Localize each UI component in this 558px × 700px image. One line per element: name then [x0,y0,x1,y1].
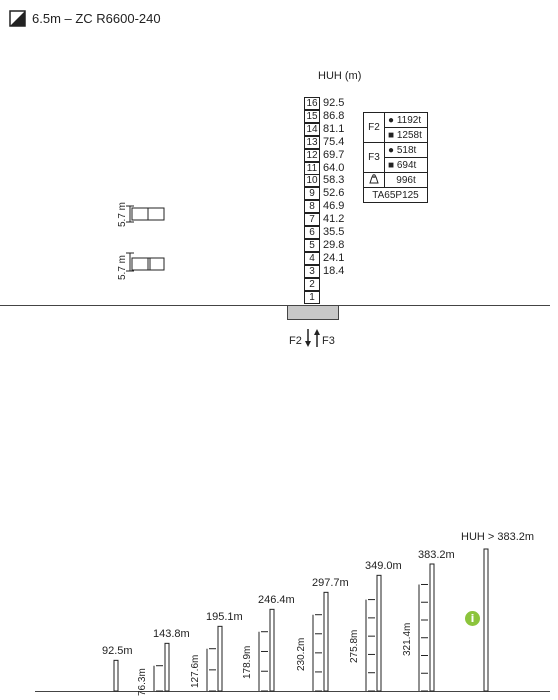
f2-label: F2 [364,113,385,143]
tie-height-label: 76.3m [137,668,148,697]
mast-bar [114,660,118,691]
load-table [363,112,428,203]
mast-comparison [0,520,558,695]
circle-bullet-icon: ● [388,114,395,126]
mast-segment: 8 [304,200,320,213]
huh-axis-label: HUH (m) [318,70,362,82]
mast-top-label: 92.5m [102,645,133,658]
mast-segment: 15 [304,110,320,123]
mast-bar [270,609,274,691]
mast-segment: 12 [304,149,320,162]
f3-value-b: 694t [396,159,417,171]
mast-top-label: 349.0m [365,560,402,573]
mast-segment: 3 [304,265,320,278]
mast-segment: 10 [304,174,320,187]
tie-height-label: 230.2m [296,637,307,671]
mast-segment: 6 [304,226,320,239]
segment-height-label: 41.2 [323,213,345,226]
segment-height-label: 58.3 [323,174,345,187]
f3-label: F3 [364,143,385,173]
square-bullet-icon: ■ [388,129,395,141]
force-f3-label: F3 [322,335,335,347]
mast-top-label: 246.4m [258,594,295,607]
f2-value-a: 1192t [396,114,422,126]
mast-segment: 11 [304,162,320,175]
force-f2-label: F2 [289,335,302,347]
mast-top-label: 143.8m [153,628,190,641]
segment-height-label: 86.8 [323,109,345,122]
segment-height-label: 64.0 [323,161,345,174]
mast-segment: 2 [304,278,320,291]
mast-segment: 1 [304,291,320,304]
mast-bar [165,643,169,691]
segment-height-label: 46.9 [323,200,345,213]
ground-line [0,305,550,306]
mast-segment: 16 [304,97,320,110]
mast-top-label: 297.7m [312,577,349,590]
mast-segment: 13 [304,136,320,149]
tie-height-label: 275.8m [349,629,360,664]
info-icon[interactable]: i [465,611,480,626]
circle-bullet-icon: ● [388,144,395,156]
mast-bar [324,592,328,691]
f2-value-b: 1258t [396,129,422,141]
tie-spacing-label-1: 5.7 m [117,201,128,227]
mast-bar [218,626,222,691]
mast-segment: 14 [304,123,320,136]
square-bullet-icon: ■ [388,159,395,171]
f3-value-a: 518t [396,144,417,156]
segment-height-label: 92.5 [323,97,345,109]
mast-segment: 9 [304,187,320,200]
mast-top-label: 383.2m [418,549,455,561]
segment-height-label: 29.8 [323,238,345,251]
mast-bar [430,564,434,691]
anchor-type: TA65P125 [364,188,428,203]
crane-config-icon [9,10,26,27]
tie-height-label: 127.6m [190,654,201,688]
max-height-label: HUH > 383.2m [461,531,535,543]
anchor-weight-icon [369,174,379,184]
segment-height-label: 81.1 [323,122,345,135]
mast-bar [377,575,381,691]
tie-height-label: 178.9m [242,645,253,680]
segment-height-label: 18.4 [323,264,345,277]
mast-segment: 7 [304,213,320,226]
mast-top-label: 195.1m [206,611,243,624]
mast-segment: 5 [304,239,320,252]
segment-height-label: 69.7 [323,148,345,161]
mast-segment: 4 [304,252,320,265]
segment-height-label: 52.6 [323,187,345,200]
tie-height-label: 321.4m [402,622,413,656]
max-mast-bar [484,549,488,691]
foundation-block [287,305,339,320]
weight-value: 996t [385,173,428,188]
page-header [9,9,161,27]
segment-height-label: 35.5 [323,226,345,238]
page-title: 6.5m – ZC R6600-240 [32,10,161,26]
segment-height-label: 24.1 [323,251,345,264]
segment-height-label: 75.4 [323,135,345,148]
tie-spacing-label-2: 5.7 m [117,254,128,280]
